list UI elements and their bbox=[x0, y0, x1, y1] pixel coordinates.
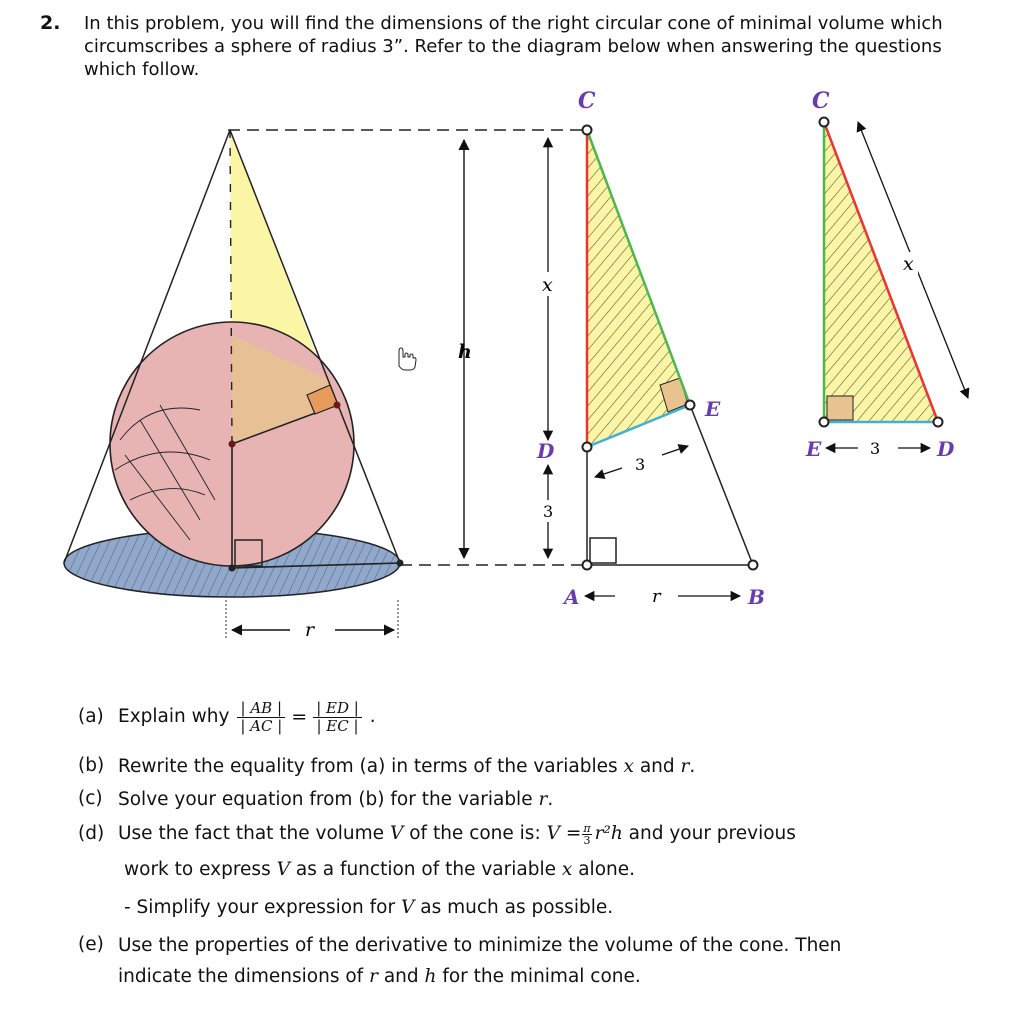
var-r: r bbox=[680, 756, 690, 777]
var-x: x bbox=[623, 756, 634, 777]
label-E-mid: E bbox=[705, 397, 721, 421]
label-r-left: r bbox=[305, 619, 315, 641]
question-a bbox=[118, 696, 376, 738]
middle-triangle bbox=[536, 88, 765, 609]
sphere-center-dot bbox=[229, 441, 236, 448]
segment-EB bbox=[690, 405, 753, 565]
tangent-point-dot bbox=[334, 402, 341, 409]
label-x-mid: x bbox=[542, 274, 553, 296]
label-x-right: x bbox=[903, 253, 914, 275]
question-d2-mid: as a function of the variable bbox=[295, 859, 556, 880]
label-B: B bbox=[748, 585, 765, 609]
question-c-period: . bbox=[547, 789, 554, 810]
question-e-line1: Use the properties of the derivative to minimize the volume of the cone. Then bbox=[118, 935, 842, 956]
label-A: A bbox=[564, 585, 580, 609]
right-angle-E bbox=[827, 396, 853, 420]
question-c-label: (c) bbox=[78, 788, 103, 809]
formula-rhs: r²h bbox=[594, 823, 623, 844]
question-d-mid: of the cone is: bbox=[409, 823, 541, 844]
label-three-ED: 3 bbox=[870, 439, 881, 458]
question-e-line2 bbox=[118, 965, 641, 989]
right-angle-A bbox=[590, 538, 616, 563]
question-e-post: for the minimal cone. bbox=[442, 966, 641, 987]
question-d2-post: alone. bbox=[578, 859, 636, 880]
question-e-and: and bbox=[383, 966, 419, 987]
fraction-ab-ac bbox=[237, 700, 285, 735]
var-r: r bbox=[369, 966, 378, 987]
question-d3-text: - Simplify your expression for bbox=[124, 897, 396, 918]
question-d2-text: work to express bbox=[124, 859, 271, 880]
frac-three: 3 bbox=[583, 833, 591, 847]
label-h: h bbox=[458, 341, 472, 363]
label-C-right: C bbox=[812, 88, 830, 114]
question-b bbox=[118, 755, 695, 779]
label-C-mid: C bbox=[578, 88, 596, 114]
question-a-label: (a) bbox=[78, 706, 104, 727]
right-triangle bbox=[805, 88, 968, 461]
var-r: r bbox=[538, 789, 548, 810]
frac-pi: π bbox=[583, 821, 591, 835]
pi-over-three bbox=[582, 823, 591, 846]
point-E-right bbox=[820, 418, 829, 427]
left-cone bbox=[64, 130, 588, 641]
question-b-period: . bbox=[689, 756, 696, 777]
frac-ed: | ED | bbox=[313, 700, 362, 718]
three-arrow-DE-right bbox=[662, 446, 688, 455]
question-b-and: and bbox=[639, 756, 675, 777]
var-x: x bbox=[561, 859, 573, 880]
problem-intro: In this problem, you will find the dimensions of the right circular cone of minimal volume which circumscribes a sphere of radius 3”. Refer to the diagram below when answering the questions which follow. bbox=[84, 13, 943, 80]
formula-lhs: V = bbox=[546, 823, 582, 844]
question-b-label: (b) bbox=[78, 755, 105, 776]
label-three-AD: 3 bbox=[543, 502, 554, 521]
three-arrow-DE-left bbox=[595, 468, 622, 477]
label-three-DE: 3 bbox=[635, 455, 646, 474]
question-d-text: Use the fact that the volume bbox=[118, 823, 385, 844]
base-center-dot bbox=[229, 565, 236, 572]
question-d3 bbox=[124, 896, 613, 920]
frac-ec: | EC | bbox=[316, 716, 359, 735]
question-c-text: Solve your equation from (b) for the variable bbox=[118, 789, 533, 810]
question-a-period: . bbox=[369, 706, 376, 727]
equals-sign: = bbox=[291, 706, 308, 728]
var-V: V bbox=[389, 823, 404, 844]
question-b-text: Rewrite the equality from (a) in terms of the variables bbox=[118, 756, 618, 777]
problem-number: 2. bbox=[40, 12, 61, 34]
label-D-mid: D bbox=[537, 439, 555, 463]
frac-ac: | AC | bbox=[240, 716, 283, 735]
question-e-text: indicate the dimensions of bbox=[118, 966, 364, 987]
point-D-right bbox=[934, 418, 943, 427]
var-V: V bbox=[276, 859, 290, 880]
point-C-mid bbox=[583, 126, 592, 135]
label-r-mid: r bbox=[652, 586, 661, 607]
var-V: V bbox=[400, 897, 415, 918]
question-d bbox=[118, 818, 796, 850]
frac-ab: | AB | bbox=[237, 700, 285, 718]
point-A bbox=[583, 561, 592, 570]
question-a-text: Explain why bbox=[118, 706, 230, 727]
label-E-right: E bbox=[806, 437, 822, 461]
hand-pointer-icon bbox=[399, 348, 416, 370]
point-B bbox=[749, 561, 758, 570]
question-d2 bbox=[124, 858, 635, 882]
question-d-label: (d) bbox=[78, 823, 105, 844]
label-D-right: D bbox=[937, 437, 955, 461]
var-h: h bbox=[424, 966, 437, 987]
question-d-post: and your previous bbox=[628, 823, 796, 844]
point-E-mid bbox=[686, 401, 695, 410]
question-e-label: (e) bbox=[78, 934, 104, 955]
fraction-ed-ec bbox=[313, 700, 362, 735]
point-D-mid bbox=[583, 443, 592, 452]
question-d3-post: as much as possible. bbox=[420, 897, 614, 918]
point-C-right bbox=[820, 118, 829, 127]
question-c bbox=[118, 788, 553, 812]
